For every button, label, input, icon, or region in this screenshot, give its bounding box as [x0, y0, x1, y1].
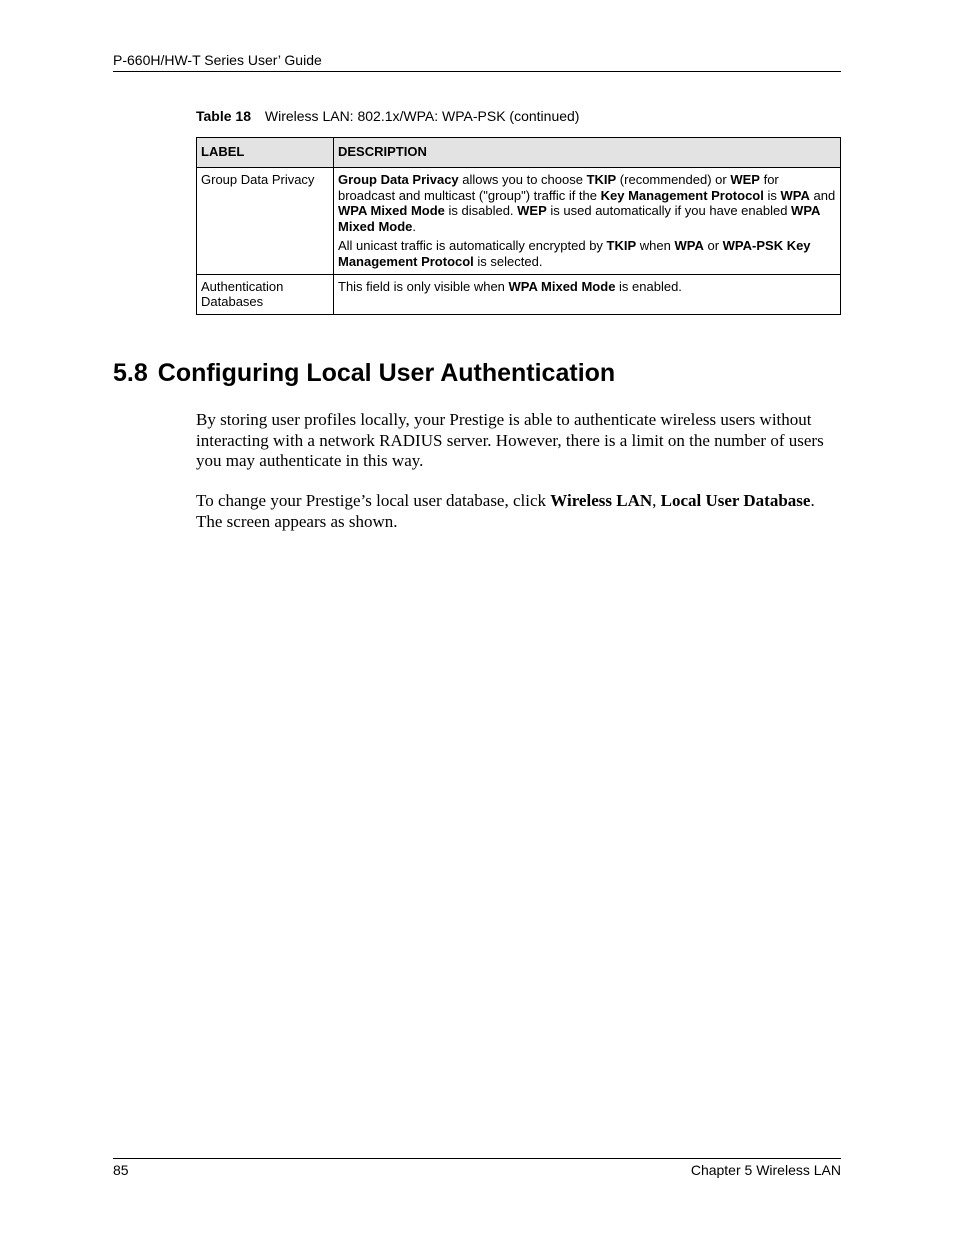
description-paragraph: All unicast traffic is automatically encrypted by TKIP when WPA or WPA-PSK Key Management Protocol is selected. [338, 238, 811, 269]
footer-rule [113, 1158, 841, 1159]
table-caption-label: Table 18 [196, 108, 251, 124]
body-paragraph-2: To change your Prestige’s local user database, click Wireless LAN, Local User Database. The screen appears as shown. [196, 491, 815, 531]
table-row [197, 168, 841, 275]
footer-chapter: Chapter 5 Wireless LAN [690, 1162, 841, 1178]
table-header-row [197, 138, 841, 168]
table-caption [196, 108, 579, 125]
description-paragraph: Group Data Privacy allows you to choose TKIP (recommended) or WEP for broadcast and multicast ("group") traffic if the Key Management Protocol is WPA and WPA Mixed Mode is disabled. WEP is used automatically if you have enabled WPA Mixed Mode. [338, 172, 836, 234]
running-header: P-660H/HW-T Series User’ Guide [113, 52, 322, 68]
wpa-psk-table [196, 137, 841, 315]
description-paragraph: This field is only visible when WPA Mixed Mode is enabled. [338, 278, 682, 294]
footer-page-number: 85 [113, 1162, 129, 1178]
table-cell-label: Group Data Privacy [197, 168, 334, 275]
table-row [197, 274, 841, 314]
table-caption-text: Wireless LAN: 802.1x/WPA: WPA-PSK (continued) [264, 108, 580, 124]
body-paragraph-1: By storing user profiles locally, your Prestige is able to authenticate wireless users without interacting with a network RADIUS server. However, there is a limit on the number of users you may authenticate in this way. [196, 410, 824, 471]
table-cell-label: Authentication Databases [197, 274, 334, 314]
table-cell-description [334, 274, 841, 314]
table-cell-description [334, 168, 841, 275]
section-title [113, 357, 615, 389]
table-body [197, 168, 841, 315]
column-header-description: DESCRIPTION [334, 138, 841, 168]
header-rule [113, 71, 841, 72]
section-number: 5.8 [113, 359, 148, 387]
column-header-label: LABEL [197, 138, 334, 168]
section-title-text: Configuring Local User Authentication [157, 359, 616, 387]
